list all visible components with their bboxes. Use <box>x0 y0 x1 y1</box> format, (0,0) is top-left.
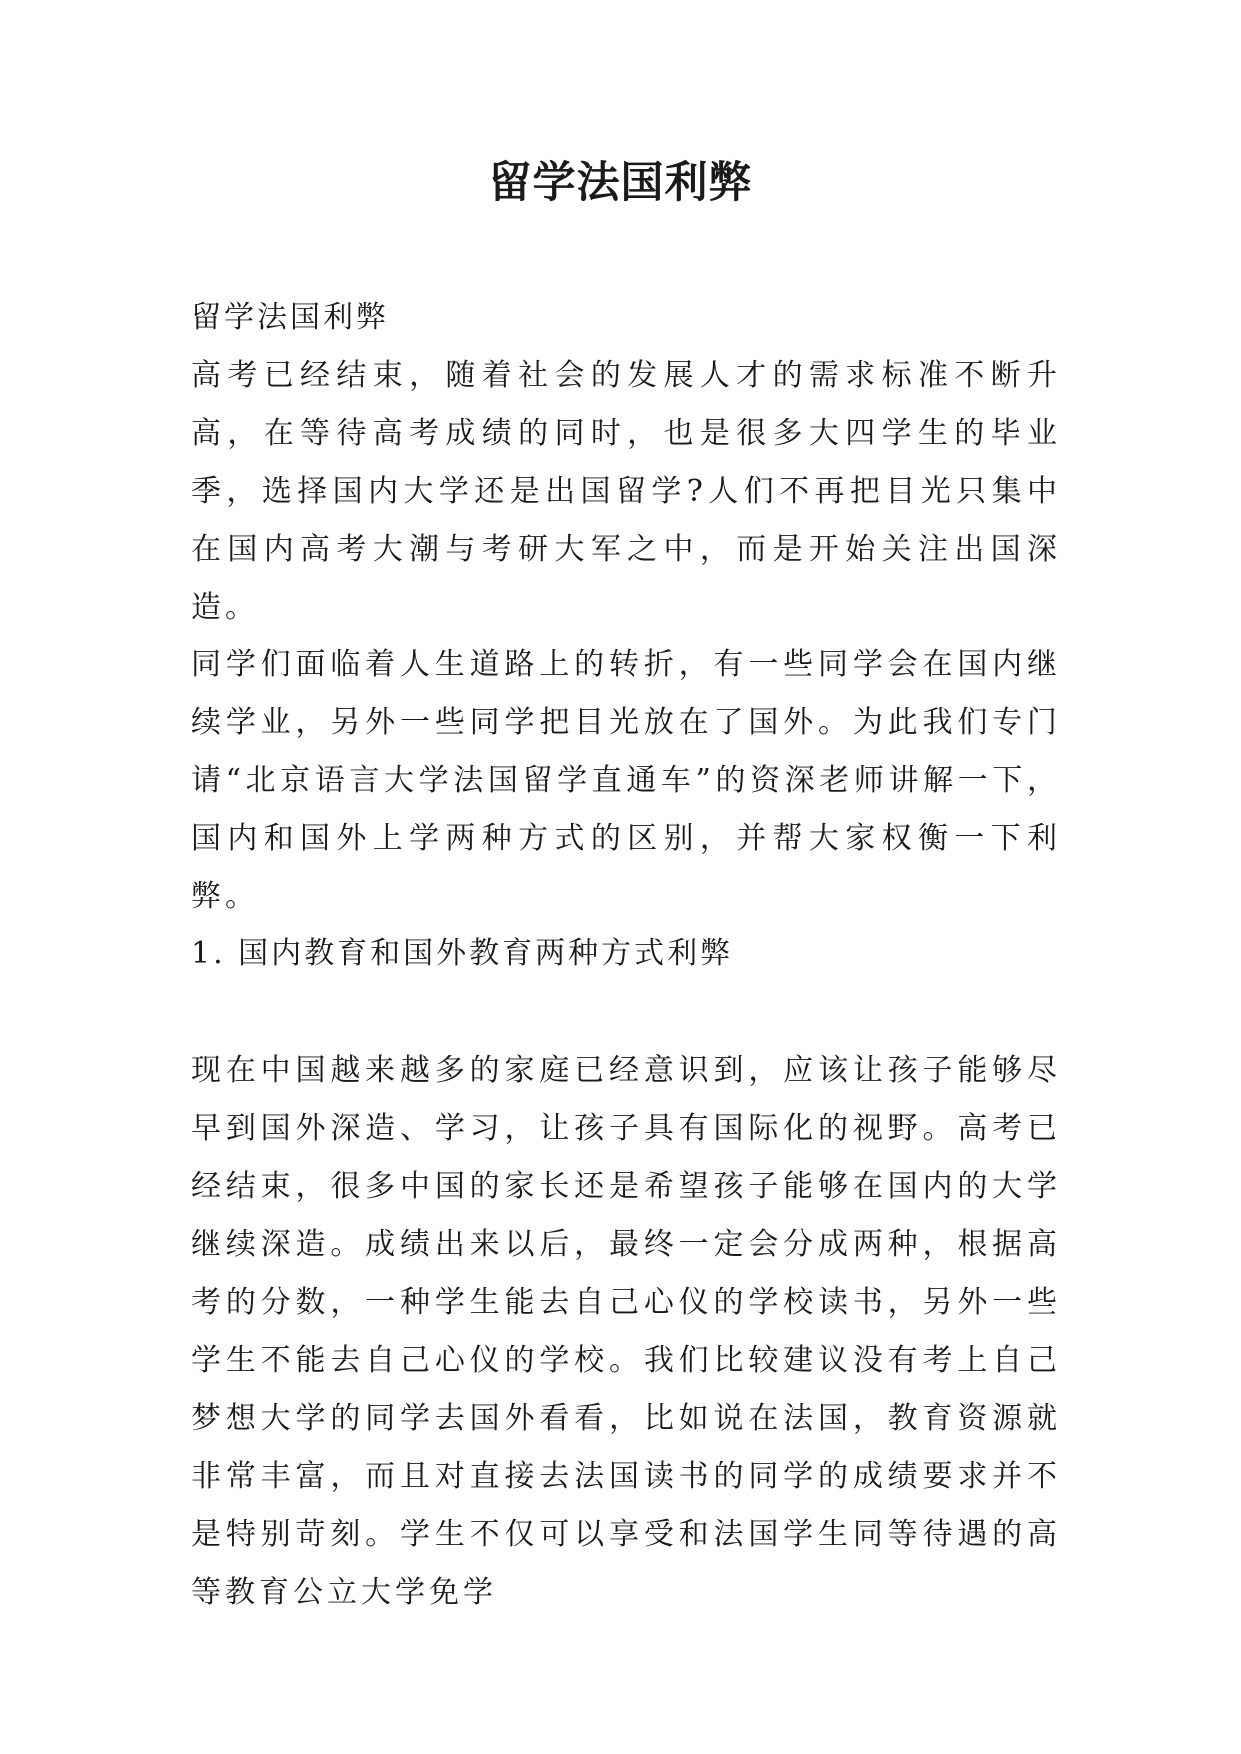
section-heading: 1. 国内教育和国外教育两种方式利弊 <box>191 936 734 971</box>
document-title: 留学法国利弊 <box>488 158 753 208</box>
paragraph-education: 现在中国越来越多的家庭已经意识到，应该让孩子能够尽早到国外深造、学习，让孩子具有国际化的视野。高考已经结束，很多中国的家长还是希望孩子能够在国内的大学继续深造。成绩出来以后，最终一定会分成两种，根据高考的分数，一种学生能去自己心仪的学校读书，另外一些学生不能去自己心仪的学校。我们比较建议没有考上自己梦想大学的同学去国外看看，比如说在法国，教育资源就非常丰富，而且对直接去法国读书的同学的成绩要求并不是特别苛刻。学生不仅可以享受和法国学生同等待遇的高等教育公立大学免学 <box>191 1053 1061 1610</box>
paragraph-transition: 同学们面临着人生道路上的转折，有一些同学会在国内继续学业，另外一些同学把目光放在了国外。为此我们专门请“北京语言大学法国留学直通车”的资深老师讲解一下，国内和国外上学两种方式的区别，并帮大家权衡一下利弊。 <box>191 647 1061 914</box>
document-subtitle: 留学法国利弊 <box>191 300 389 335</box>
paragraph-intro: 高考已经结束，随着社会的发展人才的需求标准不断升高，在等待高考成绩的同时，也是很多大四学生的毕业季，选择国内大学还是出国留学?人们不再把目光只集中在国内高考大潮与考研大军之中，而是开始关注出国深造。 <box>191 358 1061 625</box>
